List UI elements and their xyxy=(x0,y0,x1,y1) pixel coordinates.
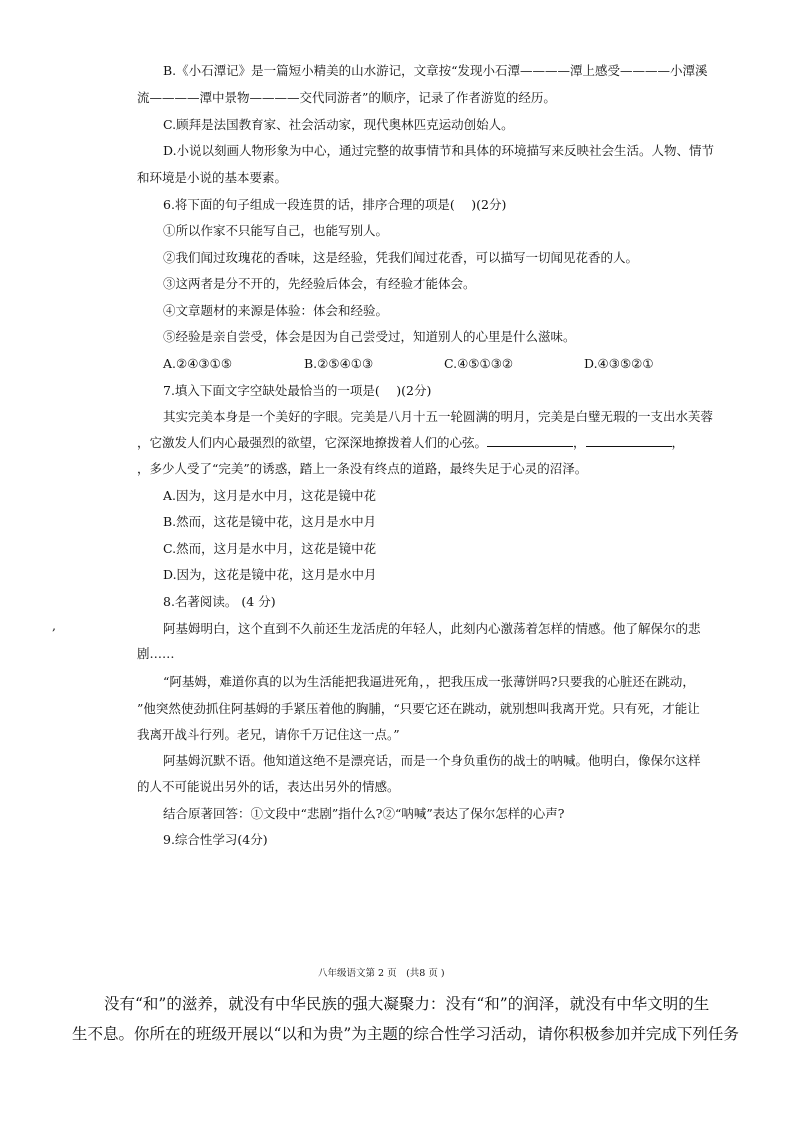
q8-passage-p2-line1: “阿基姆，难道你真的以为生活能把我逼进死角，，把我压成一张薄饼吗?只要我的心脏还在跳动， xyxy=(163,674,695,689)
q9-stem: 9.综合性学习(4分) xyxy=(163,832,268,847)
q8-passage-p1-line2: 剧…… xyxy=(137,646,175,661)
q7-passage-line2-text: ，它激发人们内心最强烈的欲望，它深深地撩拨着人们的心弦。 xyxy=(137,435,488,450)
q8-passage-p2-line3: 我离开战斗行列。老兄，请你千万记住这一点。” xyxy=(137,727,400,742)
q8-question: 结合原著回答：①文段中“悲剧”指什么?②“呐喊”表达了保尔怎样的心声? xyxy=(163,806,565,821)
q8-passage-p3-line1: 阿基姆沉默不语。他知道这绝不是漂亮话，而是一个身负重伤的战士的呐喊。他明白，像保尔这样 xyxy=(163,753,701,768)
q7-option-c: C.然而，这月是水中月，这花是镜中花 xyxy=(163,541,377,556)
q7-stem: 7.填入下面文字空缺处最恰当的一项是( )(2分) xyxy=(163,383,432,398)
q6-sentence-3: ③这两者是分不开的，先经验后体会，有经验才能体会。 xyxy=(163,276,476,291)
q8-passage-p3-line2: 的人不可能说出另外的话，表达出另外的情感。 xyxy=(137,779,400,794)
q7-option-a: A.因为，这月是水中月，这花是镜中花 xyxy=(163,488,377,503)
margin-mark: , xyxy=(52,618,56,633)
q7-option-b: B.然而，这花是镜中花，这月是水中月 xyxy=(163,514,377,529)
q5-option-d-line2: 和环境是小说的基本要素。 xyxy=(137,170,288,185)
q8-passage-p1-line1: 阿基姆明白，这个直到不久前还生龙活虎的年轻人，此刻内心激荡着怎样的情感。他了解保尔的悲 xyxy=(163,621,701,636)
q6-sentence-4: ④文章题材的来源是体验：体会和经验。 xyxy=(163,303,389,318)
q5-option-c: C.顾拜是法国教育家、社会活动家，现代奥林匹克运动创始人。 xyxy=(163,117,514,132)
blank-2[interactable] xyxy=(586,434,672,447)
q7-comma-2: ， xyxy=(671,435,685,450)
q7-passage-line2 xyxy=(137,434,684,452)
q5-option-d-line1: D.小说以刻画人物形象为中心，通过完整的故事情节和具体的环境描写来反映社会生活。人物、情节 xyxy=(163,143,715,158)
q7-option-d: D.因为，这花是镜中花，这月是水中月 xyxy=(163,567,377,582)
blank-1[interactable] xyxy=(487,434,573,447)
next-page-line2: 生不息。你所在的班级开展以“以和为贵”为主题的综合性学习活动，请你积极参加并完成下列任务 xyxy=(72,1025,739,1043)
q5-option-b-line1: B.《小石潭记》是一篇短小精美的山水游记，文章按“发现小石潭————潭上感受————小潭溪 xyxy=(163,63,708,78)
q7-passage-line3: ，多少人受了“完美”的诱惑，踏上一条没有终点的道路，最终失足于心灵的沼泽。 xyxy=(137,461,588,476)
q6-option-c: C.④⑤①③② xyxy=(444,356,514,371)
page-footer: 八年级语文第 2 页 (共8 页 ) xyxy=(318,968,445,979)
q8-passage-p2-line2: ”他突然使劲抓住阿基姆的手紧压着他的胸脯，“只要它还在跳动，就别想叫我离开党。只有死，才能让 xyxy=(137,701,700,716)
next-page-line1: 没有“和”的滋养，就没有中华民族的强大凝聚力：没有“和”的润泽，就没有中华文明的生 xyxy=(104,995,710,1013)
q6-sentence-5: ⑤经验是亲自尝受，体会是因为自己尝受过，知道别人的心里是什么滋味。 xyxy=(163,329,576,344)
q7-comma-1: ， xyxy=(573,435,586,450)
q6-sentence-2: ②我们闻过玫瑰花的香味，这是经验，凭我们闻过花香，可以描写一切闻见花香的人。 xyxy=(163,250,639,265)
q6-option-b: B.②⑤④①③ xyxy=(304,356,374,371)
q5-option-b-line2: 流————潭中景物————交代同游者”的顺序，记录了作者游览的经历。 xyxy=(137,90,556,105)
q6-stem: 6.将下面的句子组成一段连贯的话，排序合理的项是( )(2分) xyxy=(163,197,507,212)
q6-option-a: A.②④③①⑤ xyxy=(163,356,233,371)
q7-passage-line1: 其实完美本身是一个美好的字眼。完美是八月十五一轮圆满的明月，完美是白璧无瑕的一支出水芙蓉 xyxy=(163,409,714,424)
q6-option-d: D.④③⑤②① xyxy=(584,356,654,371)
q8-stem: 8.名著阅读。 (4 分) xyxy=(163,594,276,609)
q6-sentence-1: ①所以作家不只能写自己，也能写别人。 xyxy=(163,223,389,238)
